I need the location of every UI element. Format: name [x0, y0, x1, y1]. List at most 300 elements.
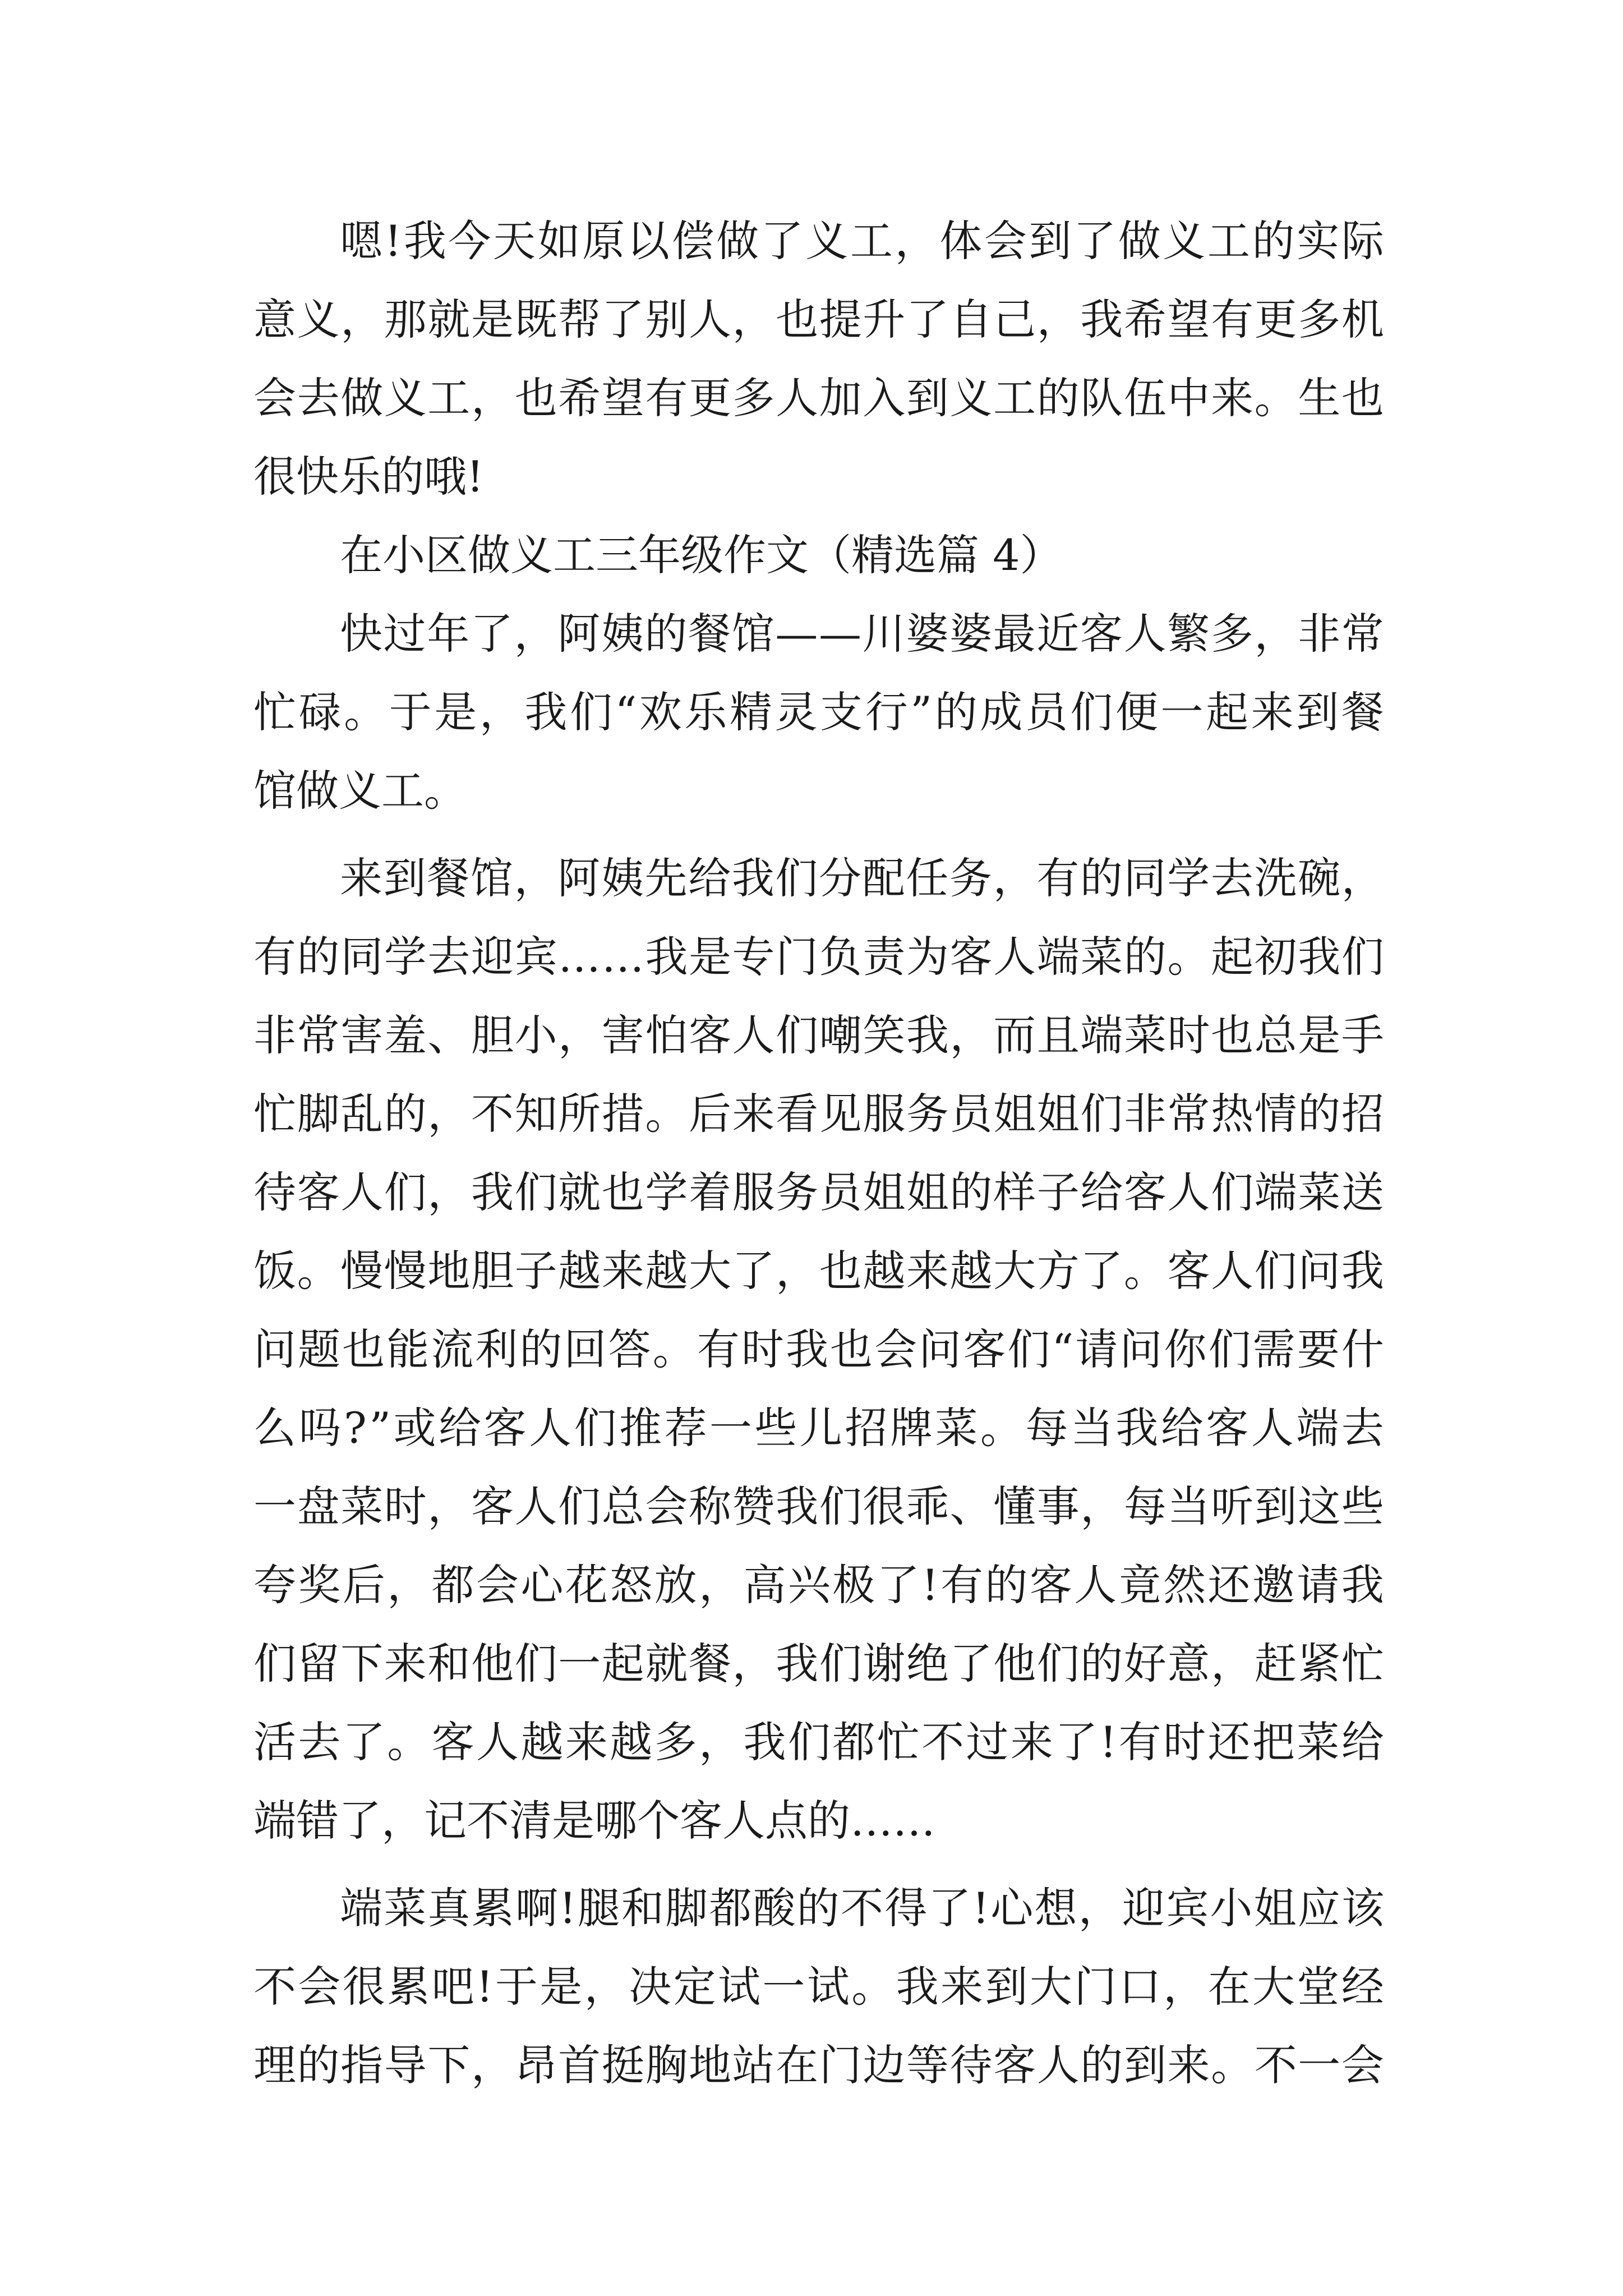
glyph: ， — [776, 1246, 819, 1296]
glyph: 姐 — [863, 1167, 906, 1217]
glyph: 口 — [1118, 1962, 1161, 2012]
glyph: 到 — [985, 1962, 1028, 2012]
glyph: 想 — [1034, 1883, 1077, 1933]
glyph: 非 — [1123, 1089, 1166, 1139]
glyph: 人 — [1211, 1246, 1254, 1296]
glyph: 我 — [896, 1962, 939, 2012]
glyph: 我 — [785, 1324, 828, 1374]
glyph: 送 — [1341, 1167, 1384, 1217]
glyph: 我 — [906, 1010, 949, 1060]
glyph: 得 — [884, 1883, 928, 1933]
glyph: 怕 — [645, 1010, 688, 1060]
glyph: 人 — [1036, 2040, 1080, 2090]
glyph: 会 — [253, 373, 296, 423]
glyph: 人 — [514, 1481, 557, 1531]
glyph: 笑 — [863, 1010, 906, 1060]
glyph: 最 — [993, 609, 1036, 659]
glyph: ， — [1341, 853, 1384, 903]
glyph: 很 — [863, 1481, 906, 1531]
glyph: 边 — [863, 2040, 906, 2090]
paragraph — [253, 595, 1384, 830]
glyph: 一 — [709, 1403, 752, 1453]
glyph: 了 — [928, 1883, 971, 1933]
glyph: 们 — [1007, 1324, 1050, 1374]
glyph: … — [601, 932, 644, 982]
glyph: 我 — [1080, 295, 1123, 344]
heading-line: 在小区做义工三年级作文（精选篇 4） — [340, 530, 1063, 580]
glyph: 来 — [384, 1639, 427, 1688]
glyph: 的 — [985, 1560, 1028, 1610]
glyph: 到 — [906, 373, 949, 423]
text-line — [253, 918, 1384, 996]
text-line — [253, 996, 1384, 1075]
glyph: 绝 — [906, 1639, 949, 1688]
glyph: 多 — [732, 373, 775, 423]
glyph: 我 — [1341, 1560, 1384, 1610]
glyph: 有 — [697, 1324, 740, 1374]
glyph: 馆 — [731, 609, 774, 659]
glyph: ， — [479, 687, 522, 737]
glyph: 心 — [520, 1560, 564, 1610]
glyph: 了 — [1055, 1717, 1098, 1767]
glyph: 一 — [558, 1639, 601, 1688]
glyph: 在 — [1207, 1962, 1251, 2012]
glyph: 工 — [993, 373, 1036, 423]
glyph: 都 — [431, 1560, 474, 1610]
glyph: 也 — [819, 1246, 862, 1296]
glyph: 么 — [253, 1403, 296, 1453]
glyph: 姨 — [601, 609, 644, 659]
glyph: ， — [699, 1717, 742, 1767]
glyph: 人 — [476, 1717, 519, 1767]
glyph: 今 — [448, 216, 491, 266]
text-line — [253, 280, 1384, 359]
glyph: 姨 — [601, 853, 644, 903]
glyph: 同 — [340, 932, 384, 982]
glyph: 奖 — [298, 1560, 341, 1610]
glyph: 客 — [1167, 1246, 1210, 1296]
glyph: 留 — [297, 1639, 340, 1688]
glyph: 人 — [1123, 609, 1166, 659]
glyph: 吗 — [298, 1403, 342, 1453]
text-line — [253, 673, 1384, 752]
glyph: 饭 — [253, 1246, 296, 1296]
glyph: 你 — [1164, 1324, 1207, 1374]
glyph: 人 — [1251, 1403, 1294, 1453]
glyph: 人 — [688, 295, 731, 344]
glyph: 的 — [519, 1324, 562, 1374]
glyph: 定 — [673, 1962, 716, 2012]
glyph: 给 — [1160, 1403, 1204, 1453]
glyph: 务 — [906, 1089, 949, 1139]
glyph: ! — [921, 1560, 939, 1610]
glyph: 有 — [1036, 853, 1080, 903]
glyph: 我 — [776, 1639, 819, 1688]
glyph: 夸 — [253, 1560, 296, 1610]
glyph: 一 — [253, 1481, 296, 1531]
glyph: 的 — [1123, 932, 1166, 982]
glyph: 大 — [993, 1246, 1036, 1296]
text-line — [253, 1869, 1384, 1948]
glyph: 每 — [1123, 1481, 1166, 1531]
glyph: 常 — [297, 1010, 340, 1060]
glyph: 嘲 — [819, 1010, 862, 1060]
glyph: 了 — [760, 216, 804, 266]
glyph: 也 — [1341, 373, 1384, 423]
text-line — [253, 1310, 1384, 1389]
glyph: 姐 — [993, 1089, 1036, 1139]
glyph: 就 — [645, 1639, 688, 1688]
glyph: 有 — [940, 1560, 984, 1610]
glyph: 员 — [949, 1089, 993, 1139]
glyph: 了 — [601, 295, 644, 344]
glyph: ， — [340, 295, 384, 344]
glyph: 们 — [574, 1403, 617, 1453]
glyph: 下 — [427, 2040, 471, 2090]
glyph: 中 — [1167, 373, 1210, 423]
glyph: 会 — [874, 1324, 917, 1374]
glyph: 际 — [1341, 216, 1384, 266]
glyph: 。 — [1123, 1246, 1166, 1296]
glyph: 学 — [384, 932, 427, 982]
glyph: ， — [1036, 295, 1080, 344]
glyph: 实 — [1297, 216, 1340, 266]
glyph: 好 — [1123, 1639, 1166, 1688]
glyph: 我 — [776, 1481, 819, 1531]
glyph: 懂 — [993, 1481, 1036, 1531]
glyph: 迎 — [471, 932, 514, 982]
glyph: ! — [476, 1962, 494, 2012]
glyph: ? — [343, 1403, 367, 1453]
glyph: 责 — [863, 932, 906, 982]
glyph: 忙 — [253, 687, 296, 737]
glyph: 也 — [514, 373, 557, 423]
glyph: 加 — [819, 373, 862, 423]
glyph: 的 — [1036, 373, 1080, 423]
glyph: ， — [1163, 1962, 1206, 2012]
glyph: 招 — [845, 1403, 888, 1453]
glyph: 们 — [1208, 1324, 1251, 1374]
glyph: 菜 — [1298, 1167, 1341, 1217]
glyph: 请 — [1297, 1560, 1340, 1610]
glyph: 到 — [383, 853, 426, 903]
glyph: 体 — [939, 216, 983, 266]
glyph: 客 — [1080, 609, 1123, 659]
glyph: 大 — [1252, 1962, 1295, 2012]
glyph: 累 — [471, 1883, 514, 1933]
glyph: 我 — [1298, 932, 1341, 982]
glyph: 支 — [820, 687, 863, 737]
glyph: 我 — [743, 1717, 786, 1767]
glyph: 门 — [776, 932, 819, 982]
glyph: 做 — [716, 216, 759, 266]
glyph: 的 — [297, 2040, 340, 2090]
glyph: 更 — [688, 373, 731, 423]
glyph: 非 — [253, 1010, 296, 1060]
glyph: 还 — [1207, 1717, 1251, 1767]
glyph: ， — [427, 1089, 471, 1139]
glyph: 见 — [819, 1089, 862, 1139]
glyph: 也 — [601, 1167, 644, 1217]
glyph: ! — [972, 1883, 990, 1933]
glyph: 当 — [1070, 1403, 1113, 1453]
glyph: 在 — [776, 2040, 819, 2090]
text-line — [253, 1625, 1384, 1703]
glyph: 给 — [439, 1403, 482, 1453]
text-line — [253, 839, 1384, 918]
glyph: 越 — [558, 1246, 601, 1296]
glyph: 嗯 — [340, 216, 382, 266]
glyph: ， — [949, 1010, 993, 1060]
glyph: 给 — [688, 853, 731, 903]
glyph: 会 — [984, 216, 1027, 266]
glyph: 到 — [1029, 216, 1072, 266]
glyph: 不 — [840, 1883, 883, 1933]
glyph: 迎 — [1122, 1883, 1165, 1933]
glyph: 请 — [1075, 1324, 1118, 1374]
glyph: 会 — [476, 1560, 519, 1610]
glyph: 入 — [863, 373, 906, 423]
glyph: ， — [1078, 1883, 1121, 1933]
glyph: 时 — [1163, 1717, 1206, 1767]
glyph: 害 — [340, 1010, 384, 1060]
text-line: 很快乐的哦! — [253, 452, 484, 501]
glyph: 了 — [342, 1717, 385, 1767]
glyph: 了 — [732, 1246, 775, 1296]
glyph: 问 — [1119, 1324, 1163, 1374]
glyph: 为 — [906, 932, 949, 982]
glyph: 来 — [1167, 2040, 1210, 2090]
glyph: 乖 — [906, 1481, 949, 1531]
glyph: 他 — [993, 1639, 1036, 1688]
glyph: 们 — [1080, 1089, 1123, 1139]
glyph: 事 — [1036, 1481, 1080, 1531]
glyph: ， — [558, 1010, 601, 1060]
glyph: 越 — [863, 1246, 906, 1296]
glyph: 竟 — [1118, 1560, 1161, 1610]
glyph: 。 — [645, 1089, 688, 1139]
glyph: 提 — [819, 295, 862, 344]
glyph: 多 — [1210, 609, 1253, 659]
glyph: 以 — [626, 216, 670, 266]
glyph: 成 — [980, 687, 1023, 737]
glyph: 希 — [1123, 295, 1166, 344]
glyph: 菜 — [1080, 932, 1123, 982]
glyph: 、 — [427, 1010, 471, 1060]
glyph: 的 — [1080, 853, 1123, 903]
glyph: 近 — [1036, 609, 1080, 659]
glyph: 挺 — [601, 2040, 644, 2090]
glyph: 端 — [1296, 1403, 1339, 1453]
glyph: 们 — [787, 1717, 831, 1767]
glyph: 们 — [819, 1481, 862, 1531]
glyph: 后 — [688, 1089, 731, 1139]
glyph: 菜 — [935, 1403, 978, 1453]
glyph: 升 — [863, 295, 906, 344]
glyph: 餐 — [1341, 687, 1384, 737]
glyph: 情 — [1254, 1089, 1297, 1139]
paragraph — [253, 839, 1384, 1860]
glyph: 义 — [1163, 216, 1206, 266]
glyph: 回 — [564, 1324, 607, 1374]
glyph: 餐 — [688, 609, 731, 659]
glyph: 来 — [732, 1089, 775, 1139]
glyph: 也 — [776, 295, 819, 344]
glyph: 来 — [1251, 687, 1294, 737]
glyph: 儿 — [799, 1403, 842, 1453]
glyph: 然 — [1163, 1560, 1206, 1610]
glyph: 那 — [384, 295, 427, 344]
glyph: 客 — [688, 1010, 731, 1060]
glyph: 工 — [427, 373, 471, 423]
glyph: 大 — [1029, 1962, 1072, 2012]
glyph: 了 — [1073, 216, 1117, 266]
glyph: 站 — [732, 2040, 775, 2090]
glyph: 堂 — [1297, 1962, 1340, 2012]
glyph: 去 — [298, 1717, 341, 1767]
glyph: 端 — [1080, 1010, 1123, 1060]
glyph: 会 — [1341, 2040, 1384, 2090]
glyph: 过 — [383, 609, 426, 659]
glyph: 紧 — [1298, 1639, 1341, 1688]
glyph: 先 — [644, 853, 688, 903]
glyph: 分 — [819, 853, 862, 903]
glyph: 也 — [1211, 1010, 1254, 1060]
glyph: 学 — [645, 1167, 688, 1217]
glyph: 意 — [253, 295, 296, 344]
glyph: 给 — [1341, 1717, 1384, 1767]
glyph: 怒 — [610, 1560, 653, 1610]
glyph: 们 — [569, 687, 612, 737]
section-heading — [253, 516, 1384, 595]
glyph: 客 — [297, 1167, 340, 1217]
glyph: 来 — [601, 1246, 644, 1296]
glyph: 乱 — [340, 1089, 384, 1139]
glyph: 且 — [1036, 1010, 1080, 1060]
text-line: 馆做义工。 — [253, 766, 467, 816]
glyph: 答 — [608, 1324, 651, 1374]
glyph: 经 — [1341, 1962, 1384, 2012]
glyph: 人 — [1167, 1167, 1210, 1217]
glyph: 问 — [1298, 1246, 1341, 1296]
glyph: 是 — [434, 687, 477, 737]
glyph: 忙 — [877, 1717, 920, 1767]
glyph: 。 — [1211, 2040, 1254, 2090]
glyph: ， — [584, 1962, 627, 2012]
glyph: 总 — [601, 1481, 644, 1531]
glyph: 盘 — [297, 1481, 340, 1531]
glyph: ” — [910, 687, 933, 737]
glyph: 原 — [582, 216, 625, 266]
text-line — [253, 359, 1384, 438]
glyph: 小 — [1210, 1883, 1253, 1933]
paragraph — [253, 1869, 1384, 2105]
glyph: 人 — [993, 932, 1036, 982]
glyph: 菜 — [1123, 1010, 1166, 1060]
glyph: 们 — [1254, 1246, 1297, 1296]
glyph: 兴 — [787, 1560, 831, 1610]
glyph: 来 — [340, 853, 382, 903]
glyph: ! — [1099, 1717, 1117, 1767]
glyph: 的 — [644, 609, 688, 659]
glyph: 。 — [1254, 373, 1297, 423]
glyph: 时 — [1167, 1010, 1210, 1060]
glyph: ， — [387, 1560, 430, 1610]
glyph: 工 — [1207, 216, 1251, 266]
glyph: 我 — [524, 687, 568, 737]
glyph: 。 — [344, 687, 387, 737]
glyph: 们 — [1211, 1167, 1254, 1217]
glyph: 门 — [819, 2040, 862, 2090]
glyph: 指 — [340, 2040, 384, 2090]
glyph: 是 — [471, 295, 514, 344]
glyph: 这 — [1298, 1481, 1341, 1531]
glyph: 需 — [1252, 1324, 1295, 1374]
text-line — [253, 1948, 1384, 2026]
glyph: 就 — [558, 1167, 601, 1217]
glyph: 放 — [654, 1560, 697, 1610]
glyph: 会 — [298, 1962, 341, 2012]
document-body — [253, 202, 1384, 2105]
glyph: 的 — [297, 932, 340, 982]
glyph: 便 — [1115, 687, 1158, 737]
glyph: 流 — [431, 1324, 474, 1374]
glyph: ! — [559, 1883, 577, 1933]
glyph: 赶 — [1254, 1639, 1297, 1688]
glyph: 们 — [253, 1639, 296, 1688]
glyph: 和 — [427, 1639, 471, 1688]
glyph: 队 — [1080, 373, 1123, 423]
glyph: 越 — [520, 1717, 564, 1767]
glyph: 餐 — [427, 853, 470, 903]
glyph: ! — [384, 216, 402, 266]
glyph: 人 — [340, 1167, 384, 1217]
glyph: 等 — [906, 2040, 949, 2090]
glyph: 花 — [565, 1560, 608, 1610]
glyph: 常 — [1341, 609, 1384, 659]
glyph: 客 — [1123, 1167, 1166, 1217]
glyph: 都 — [832, 1717, 875, 1767]
glyph: 来 — [565, 1717, 608, 1767]
glyph: 问 — [919, 1324, 962, 1374]
glyph: 们 — [514, 1639, 557, 1688]
glyph: 赞 — [732, 1481, 775, 1531]
glyph: 姐 — [1253, 1883, 1297, 1933]
glyph: 们 — [558, 1481, 601, 1531]
glyph: 一 — [762, 1962, 805, 2012]
glyph: 有 — [253, 932, 296, 982]
glyph: 心 — [990, 1883, 1034, 1933]
glyph: ， — [732, 1639, 775, 1688]
glyph: 一 — [1298, 2040, 1341, 2090]
glyph: 更 — [1254, 295, 1297, 344]
glyph: 越 — [645, 1246, 688, 1296]
glyph: 望 — [601, 373, 644, 423]
glyph: 当 — [1167, 1481, 1210, 1531]
glyph: 手 — [1341, 1010, 1384, 1060]
glyph: 做 — [340, 373, 384, 423]
glyph: 称 — [688, 1481, 731, 1531]
glyph: 都 — [709, 1883, 752, 1933]
glyph: — — [819, 609, 862, 659]
glyph: 乐 — [684, 687, 727, 737]
glyph: 总 — [1254, 1010, 1297, 1060]
glyph: 累 — [387, 1962, 430, 2012]
glyph: 子 — [1036, 1167, 1080, 1217]
glyph: 服 — [863, 1089, 906, 1139]
glyph: 的 — [1080, 2040, 1123, 2090]
glyph: 帮 — [558, 295, 601, 344]
